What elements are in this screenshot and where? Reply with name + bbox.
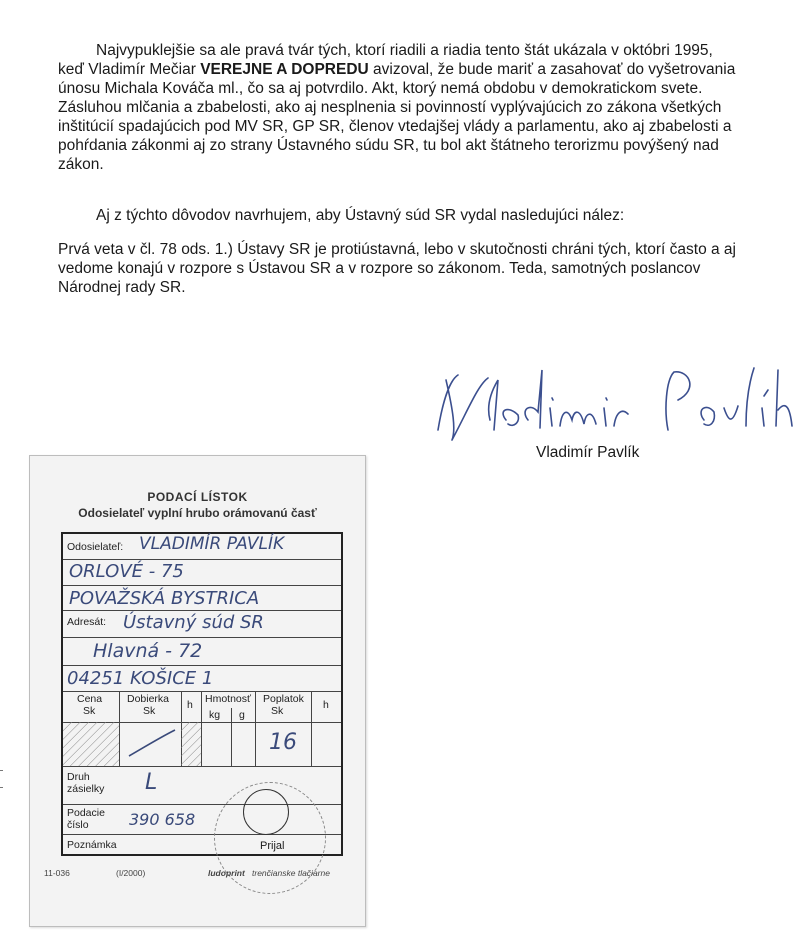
col-hmotnost: Hmotnosť: [205, 693, 251, 705]
sender-label: Odosielateľ:: [67, 541, 124, 553]
sender-city: POVAŽSKÁ BYSTRICA: [69, 588, 260, 609]
hatched-cell: [181, 722, 201, 766]
col-g: g: [239, 709, 245, 721]
podacie-label-2: číslo: [67, 819, 89, 831]
printer-brand: ludoprint: [208, 868, 245, 878]
addressee-city: 04251 KOŠICE 1: [67, 668, 214, 689]
paragraph-3: Prvá veta v čl. 78 ods. 1.) Ústavy SR je protiústavná, lebo v skutočnosti chráni tých, ktorí často a aj vedome konajú v rozpore s Ústavou SR a v rozpore so zákonom. Teda, samotných poslancov Národnej rady SR.: [58, 241, 736, 296]
addressee-label: Adresát:: [67, 616, 107, 628]
podacie-value: 390 658: [129, 810, 196, 829]
col-h1: h: [187, 699, 193, 711]
signature-name: Vladimír Pavlík: [536, 444, 640, 461]
hatched-cell: [63, 722, 119, 766]
druh-label-2: zásielky: [67, 783, 105, 795]
paragraph-2: Aj z týchto dôvodov navrhujem, aby Ústavný súd SR vydal nasledujúci nález:: [96, 207, 625, 224]
col-dobierka: Dobierka: [127, 693, 170, 705]
paragraph-1: Najvypuklejšie sa ale pravá tvár tých, ktorí riadili a riadia tento štát ukázala v októbri 1995, keď Vladimír Mečiar VEREJNE A DOPREDU avizoval, že bude mariť a zasahovať do vyšetrovania únosu Michala Kováča ml., čo sa aj potvrdilo. Akt, ktorý nemá obdobu v demokratickom svete. Zásluhou mlčania a zbabelosti, ako aj nesplnenia si povinností vyplývajúcich zo zákona všetkých inštitúcií spadajúcich pod MV SR, GP SR, členov vtedajšej vlády a parlamentu, ako aj zbabelosti a pohŕdania zákonmi aj zo strany Ústavného súdu SR, tu bol akt štátneho terorizmu povýšený nad zákon.: [58, 42, 736, 173]
druh-label: Druh: [67, 771, 90, 783]
form-year: (I/2000): [116, 868, 146, 878]
bold-emphasis: VEREJNE A DOPREDU: [200, 61, 369, 78]
podacie-label: Podacie: [67, 807, 105, 819]
col-kg: kg: [209, 709, 221, 721]
col-h2: h: [323, 699, 329, 711]
poznamka-label: Poznámka: [67, 839, 117, 851]
addressee-name: Ústavný súd SR: [123, 612, 264, 633]
col-poplatok-unit: Sk: [271, 705, 284, 717]
col-poplatok: Poplatok: [263, 693, 304, 705]
printer-name: trenčianske tlačiarne: [252, 868, 330, 878]
col-cena: Cena: [77, 693, 103, 705]
stamp-circle: [243, 789, 289, 835]
col-dobierka-unit: Sk: [143, 705, 156, 717]
poplatok-value: 16: [269, 730, 297, 755]
postal-receipt-slip: [29, 455, 366, 927]
col-cena-unit: Sk: [83, 705, 96, 717]
prijal-label: Prijal: [260, 840, 285, 852]
edge-mark: [0, 770, 3, 771]
slip-title: PODACÍ LÍSTOK: [147, 490, 248, 504]
form-code: 11-036: [44, 868, 70, 878]
handwritten-signature: [428, 350, 798, 450]
edge-mark: [0, 787, 3, 788]
sender-name: VLADIMÍR PAVLÍK: [139, 534, 285, 554]
dash-stroke: [123, 726, 179, 762]
slip-subtitle: Odosielateľ vyplní hrubo orámovanú časť: [78, 506, 317, 520]
sender-street: ORLOVÉ - 75: [69, 561, 184, 582]
druh-value: L: [145, 770, 158, 795]
addressee-street: Hlavná - 72: [93, 640, 203, 662]
